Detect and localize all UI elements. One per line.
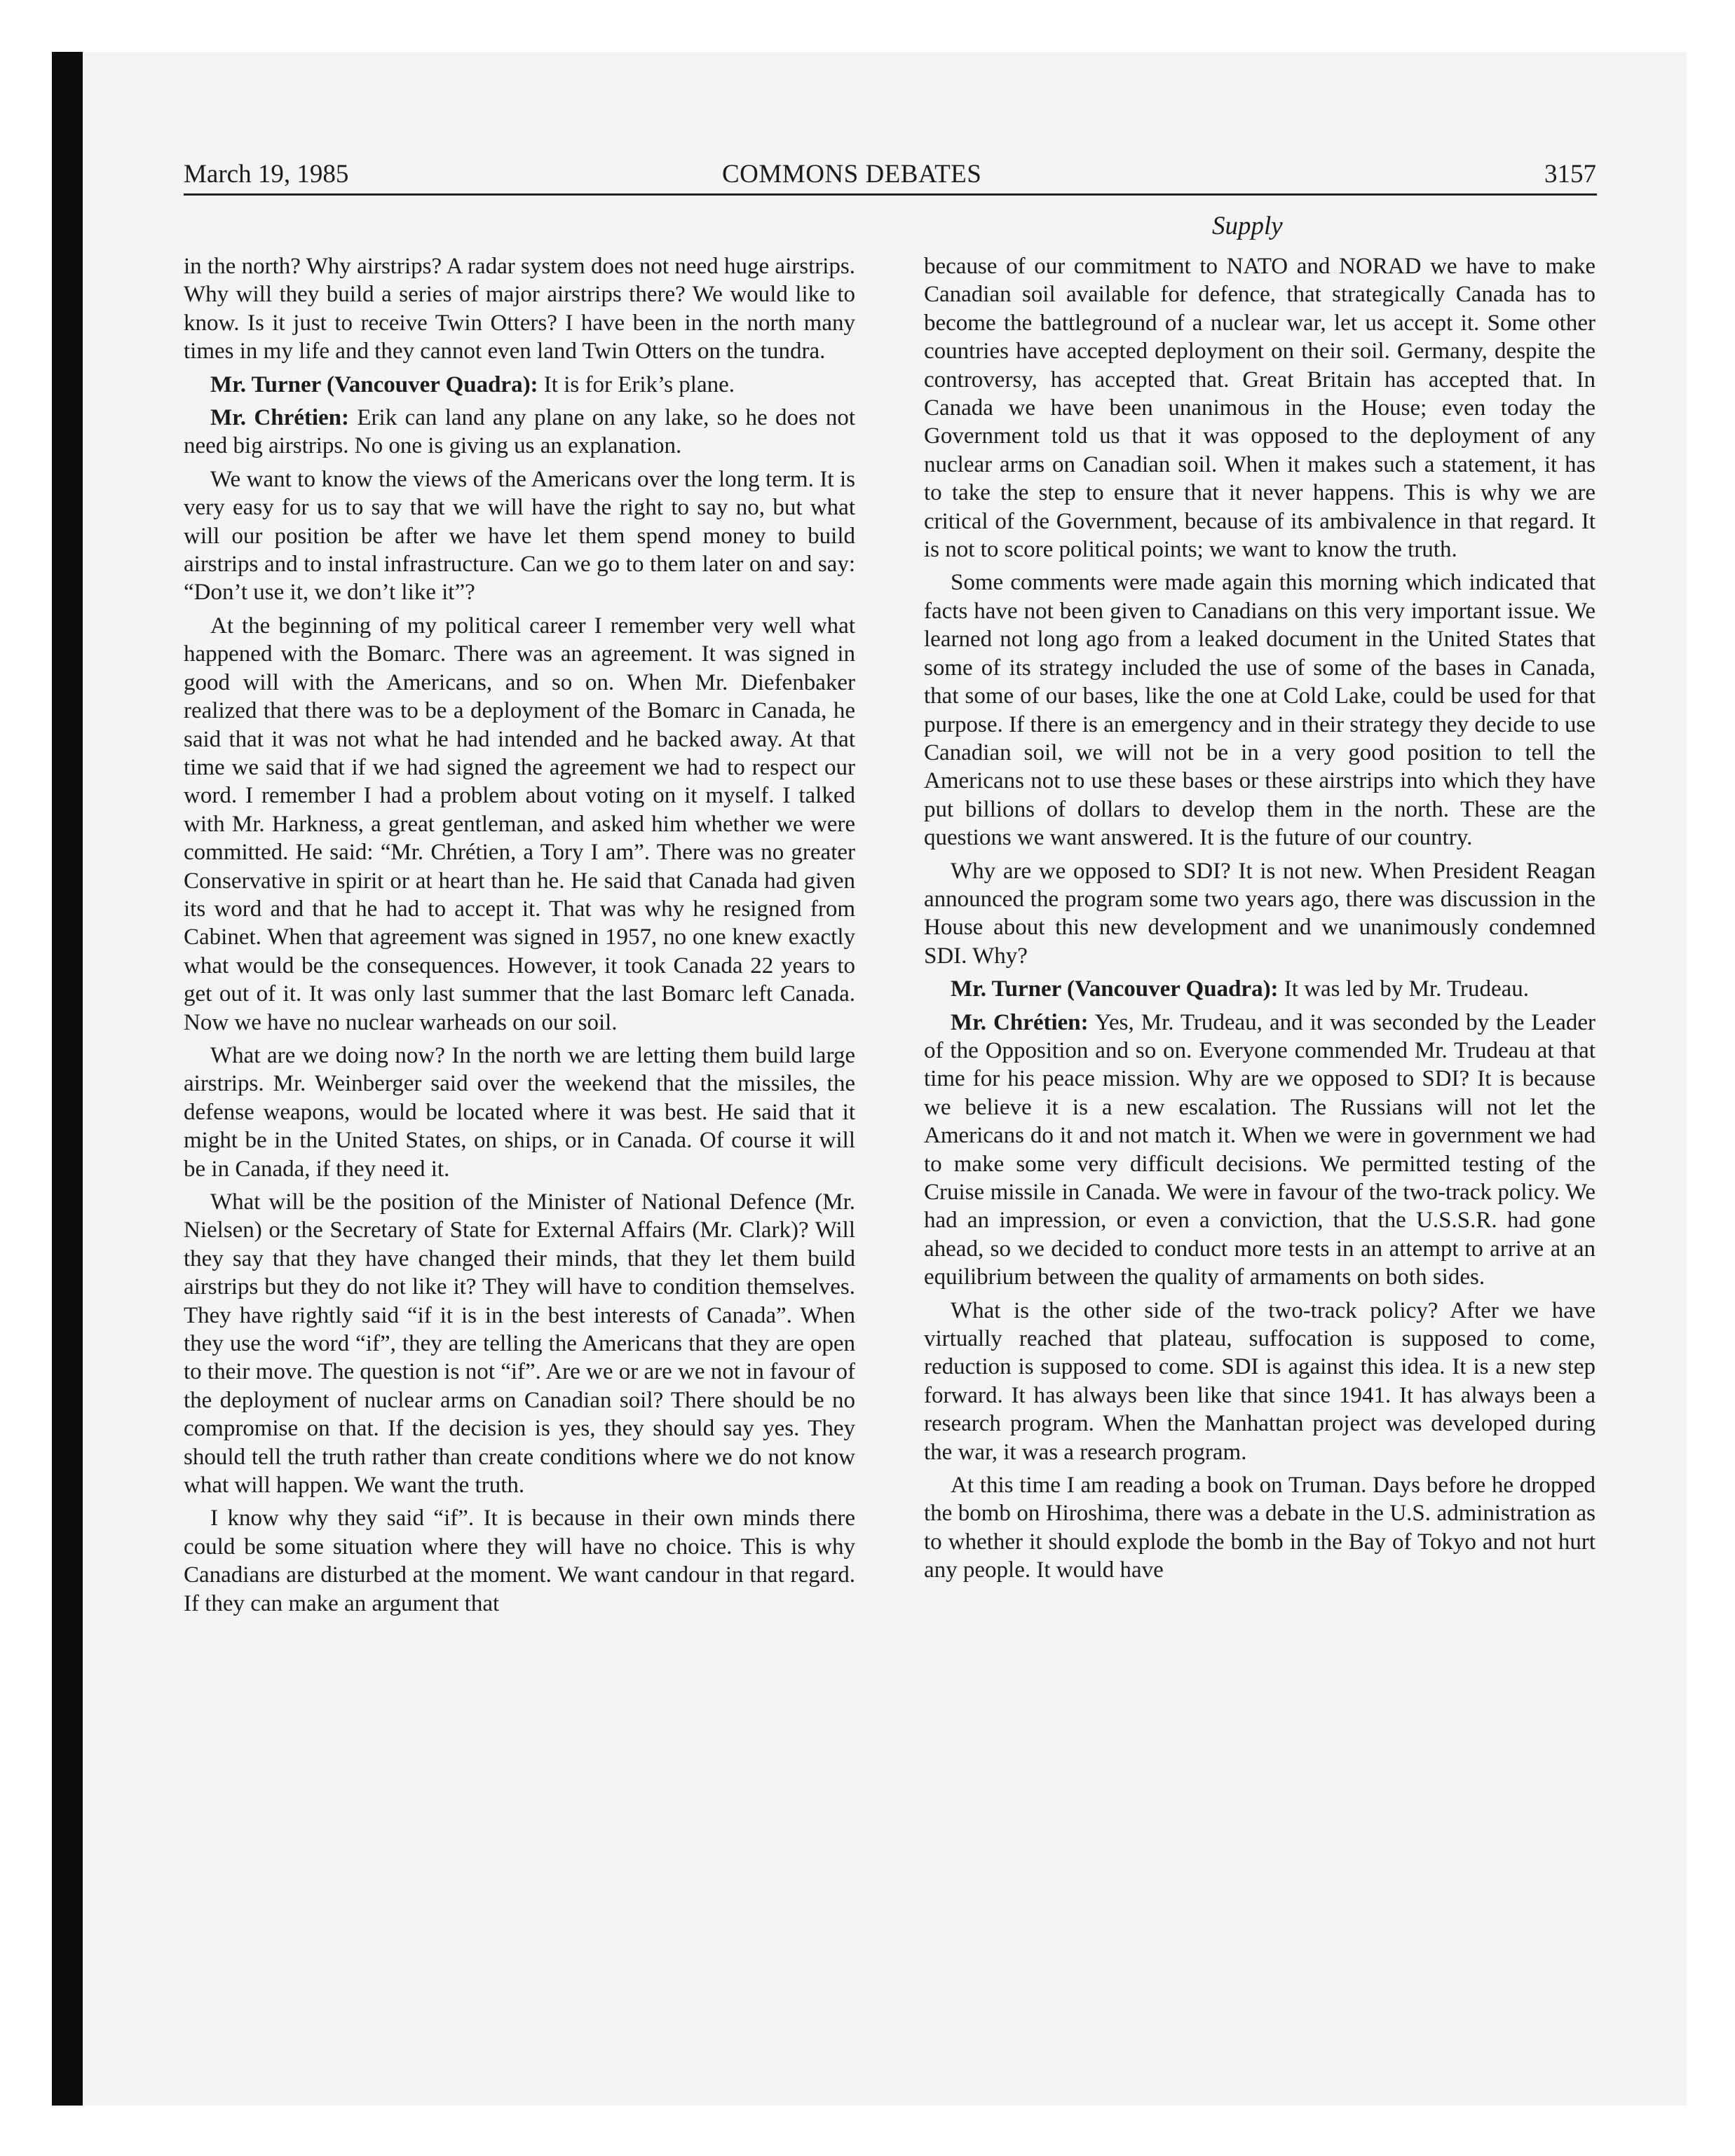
paragraph-text: It was led by Mr. Trudeau. xyxy=(1284,976,1530,1002)
paragraph-text: Yes, Mr. Trudeau, and it was seconded by the Leader of the Opposition and so on. Everyone commended Mr. Trudeau at that time for his peace mission. Why are we opposed to SDI? It is because we believe it is a new escalation. The Russians will not let the Americans do it and not match it. When we were in government we had to make some very difficult decisions. We permitted testing of the Cruise missile in Canada. We were in favour of the two-track policy. We had an impression, or even a conviction, that the U.S.S.R. had gone ahead, so we decided to conduct more tests in an attempt to arrive at an equilibrium between the quality of armaments on both sides. xyxy=(924,1009,1595,1290)
paragraph-text: At this time I am reading a book on Truman. Days before he dropped the bomb on Hiroshima, there was a debate in the U.S. administration as to whether it should explode the bomb in the Bay of Tokyo and not hurt any people. It would have xyxy=(924,1473,1595,1583)
paragraph xyxy=(184,371,855,399)
paragraph-text: Erik can land any plane on any lake, so he does not need big airstrips. No one is giving us an explanation. xyxy=(184,405,856,459)
paragraph xyxy=(184,612,855,1037)
left-column xyxy=(184,252,855,1623)
paragraph xyxy=(924,1471,1595,1585)
paragraph xyxy=(924,1009,1595,1292)
paragraph xyxy=(924,975,1595,1003)
paragraph xyxy=(924,252,1595,564)
paragraph xyxy=(184,1188,855,1499)
paragraph xyxy=(184,404,855,460)
header-rule xyxy=(184,193,1597,196)
paragraph-text: because of our commitment to NATO and NORAD we have to make Canadian soil available for defence, that strategically Canada has to become the battleground of a nuclear war, let us accept it. Some other countries have accepted deployment on their soil. Germany, despite the controversy, has accepted that. Great Britain has accepted that. In Canada we have been unanimous in the House; even today the Government told us that it was opposed to the deployment of any nuclear arms on Canadian soil. When it makes such a statement, it has to take the step to ensure that it never happens. This is why we are critical of the Government, because of its ambivalence in that regard. It is not to score political points; we want to know the truth. xyxy=(924,254,1595,563)
header-date: March 19, 1985 xyxy=(184,160,349,189)
paragraph xyxy=(184,1504,855,1618)
paragraph-text: What will be the position of the Minister of National Defence (Mr. Nielsen) or the Secretary of State for External Affairs (Mr. Clark)? Will they say that they have changed their minds, that they let them build airstrips but they do not like it? They will have to condition themselves. They have rightly said “if it is in the best interests of Canada”. When they use the word “if”, they are telling the Americans that they are open to their move. The question is not “if”. Are we or are we not in favour of the deployment of nuclear arms on Canadian soil? There should be no compromise on that. If the decision is yes, they should say yes. They should tell the truth rather than create conditions where we do not know what will happen. We want the truth. xyxy=(184,1189,855,1499)
paragraph-text: What is the other side of the two-track policy? After we have virtually reached that plateau, suffocation is supposed to come, reduction is supposed to come. SDI is against this idea. It is a new step forward. It has always been like that since 1941. It has always been a research program. When the Manhattan project was developed during the war, it was a research program. xyxy=(924,1297,1595,1465)
header-title: COMMONS DEBATES xyxy=(722,160,982,189)
right-column xyxy=(924,252,1595,1590)
paragraph xyxy=(924,857,1595,971)
paragraph-text: We want to know the views of the Americans over the long term. It is very easy for us to say that we will have the right to say no, but what will our position be after we have let them spend money to build airstrips and to instal infrastructure. Can we go to them later on and say: “Don’t use it, we don’t like it”? xyxy=(184,466,855,606)
paragraph-text: It is for Erik’s plane. xyxy=(543,371,735,397)
speaker-name: Mr. Chrétien: xyxy=(210,405,350,431)
paragraph-text: in the north? Why airstrips? A radar system does not need huge airstrips. Why will they build a series of major airstrips there? We would like to know. Is it just to receive Twin Otters? I have been in the north many times in my life and they cannot even land Twin Otters on the tundra. xyxy=(184,254,855,364)
binding-shadow xyxy=(52,52,83,2106)
paragraph xyxy=(924,568,1595,852)
paragraph-text: At the beginning of my political career I remember very well what happened with the Bomarc. There was an agreement. It was signed in good will with the Americans, and so on. When Mr. Diefenbaker realized that there was to be a deployment of the Bomarc in Canada, he said that it was not what he had intended and he backed away. At that time we said that if we had signed the agreement we had to respect our word. I remember I had a problem about voting on it myself. I talked with Mr. Harkness, a great gentleman, and asked him whether we were committed. He said: “Mr. Chrétien, a Tory I am”. There was no greater Conservative in spirit or at heart than he. He said that Canada had given its word and that he had to accept it. That was why he resigned from Cabinet. When that agreement was signed in 1957, no one knew exactly what would be the consequences. However, it took Canada 22 years to get out of it. It was only last summer that the last Bomarc left Canada. Now we have no nuclear warheads on our soil. xyxy=(184,613,855,1035)
section-heading: Supply xyxy=(1212,212,1283,240)
paragraph xyxy=(184,252,855,366)
paragraph-text: What are we doing now? In the north we are letting them build large airstrips. Mr. Weinberger said over the weekend that the missiles, the defense weapons, would be located where it was best. He said that it might be in the United States, on ships, or in Canada. Of course it will be in Canada, if they need it. xyxy=(184,1042,855,1182)
paragraph xyxy=(184,465,855,607)
speaker-name: Mr. Chrétien: xyxy=(951,1009,1089,1035)
page-number: 3157 xyxy=(1544,160,1596,189)
paragraph xyxy=(924,1297,1595,1466)
speaker-name: Mr. Turner (Vancouver Quadra): xyxy=(951,976,1279,1002)
speaker-name: Mr. Turner (Vancouver Quadra): xyxy=(210,371,538,397)
paragraph-text: Why are we opposed to SDI? It is not new. When President Reagan announced the program some two years ago, there was discussion in the House about this new development and we unanimously condemned SDI. Why? xyxy=(924,858,1595,969)
paragraph-text: Some comments were made again this morning which indicated that facts have not been given to Canadians on this very important issue. We learned not long ago from a leaked document in the United States that some of its strategy included the use of some of the bases in Canada, that some of our bases, like the one at Cold Lake, could be used for that purpose. If there is an emergency and in their strategy they decide to use Canadian soil, we will not be in a very good position to tell the Americans not to use these bases or these airstrips into which they have put billions of dollars to develop them in the north. These are the questions we want answered. It is the future of our country. xyxy=(924,570,1595,851)
paragraph xyxy=(184,1042,855,1183)
paragraph-text: I know why they said “if”. It is because in their own minds there could be some situation where they will have no choice. This is why Canadians are disturbed at the moment. We want candour in that regard. If they can make an argument that xyxy=(184,1506,855,1616)
